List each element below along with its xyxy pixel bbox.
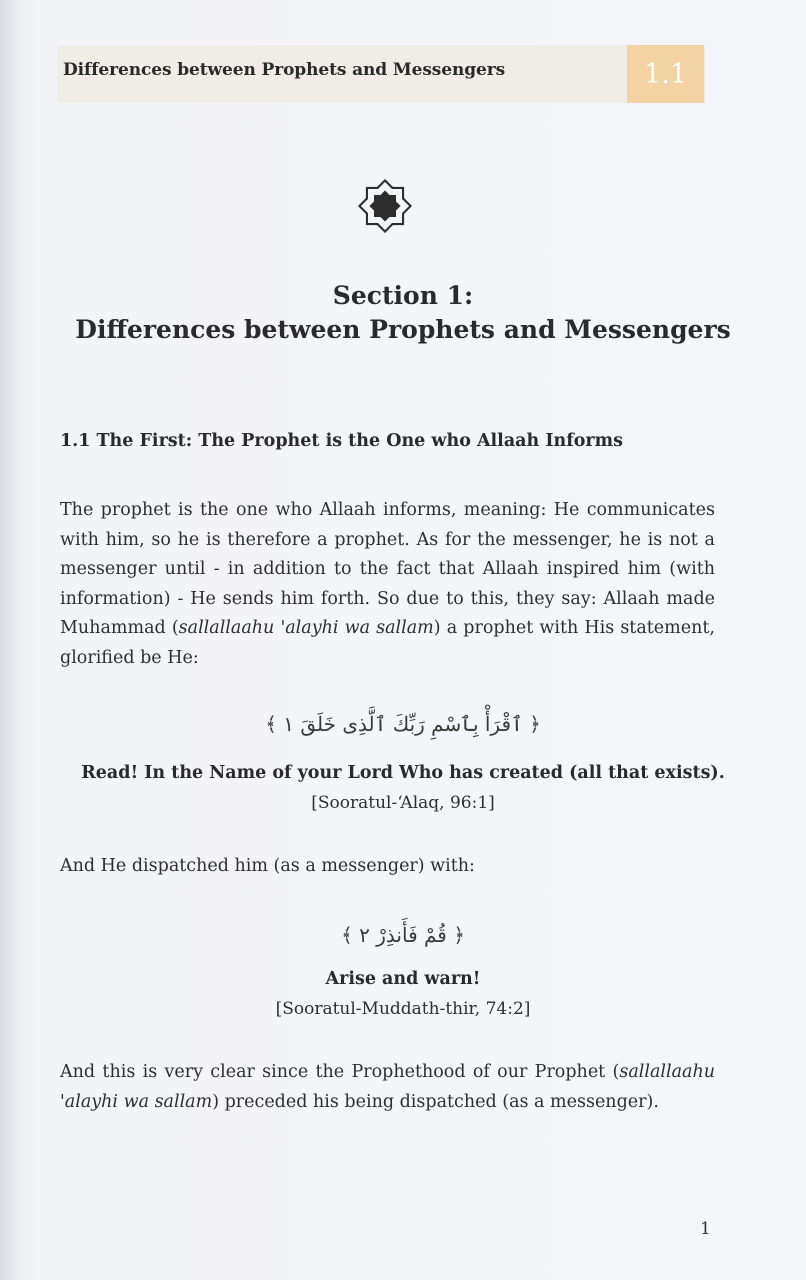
paragraph-3: [60, 1058, 715, 1117]
paragraph-1-text: The prophet is the one who Allaah informs, meaning: He communicates with him, so he is therefore a prophet. As for the messenger, he is not a messenger until - in addition to the fact that Allaah inspired him (with information) - He sends him forth. So due to this, they say: Allaah made Muhammad (: [60, 500, 715, 638]
section-number-badge: [627, 45, 704, 103]
verse-2-translation: Arise and warn!: [325, 969, 481, 989]
running-header-title: Differences between Prophets and Messengers: [63, 60, 506, 80]
paragraph-1: [60, 496, 715, 673]
section-heading-line2: Differences between Prophets and Messengers: [75, 315, 731, 344]
page-number: 1: [700, 1219, 711, 1239]
verse-2-reference: [Sooratul-Muddath-thir, 74:2]: [275, 999, 531, 1019]
paragraph-1-text-end: ) a prophet with His statement, glorified be He:: [60, 618, 715, 668]
subsection-heading: 1.1 The First: The Prophet is the One who Allaah Informs: [60, 431, 624, 451]
eight-pointed-star-icon: [355, 176, 415, 236]
salutation-italic: sallallaahu 'alayhi wa sallam: [60, 1062, 715, 1112]
verse-1-translation: Read! In the Name of your Lord Who has created (all that exists).: [81, 763, 725, 783]
paragraph-2: And He dispatched him (as a messenger) with:: [60, 856, 475, 876]
arabic-verse-1: ﴿ ٱقْرَأْ بِٱسْمِ رَبِّكَ ٱلَّذِى خَلَقَ ١ ﴾: [265, 712, 541, 736]
arabic-verse-2: ﴿ قُمْ فَأَنذِرْ ٢ ﴾: [341, 923, 465, 947]
paragraph-3-text-end: ) preceded his being dispatched (as a messenger).: [212, 1091, 659, 1112]
section-heading-line1: Section 1:: [332, 281, 474, 310]
section-number: 1.1: [644, 58, 687, 90]
paragraph-3-text: And this is very clear since the Prophethood of our Prophet (: [60, 1062, 620, 1082]
verse-1-reference: [Sooratul-‘Alaq, 96:1]: [311, 793, 495, 813]
salutation-italic: sallallaahu 'alayhi wa sallam: [178, 618, 434, 638]
